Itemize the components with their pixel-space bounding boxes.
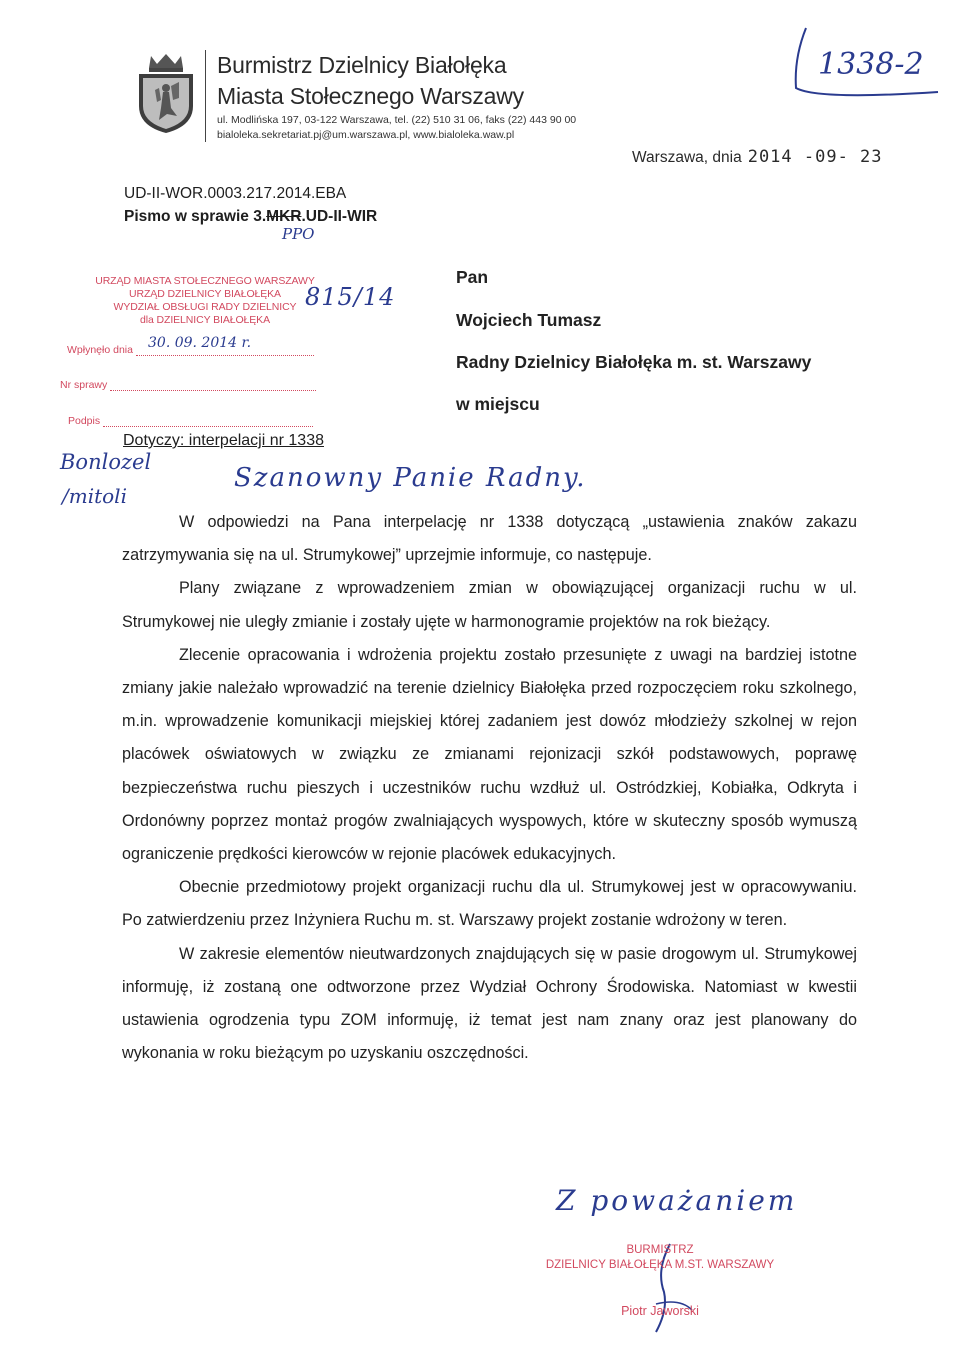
header-divider — [205, 50, 206, 142]
signature-stamp-title: BURMISTRZ — [626, 1244, 694, 1256]
file-number: 1338-2 — [818, 47, 924, 82]
body-paragraph: Zlecenie opracowania i wdrożenia projektu zostało przesunięte z uwagi na bardziej istotne zmiany jakie należało wprowadzić na terenie dzielnicy Białołęka przed rozpoczęciem roku szkolnego, m.in. wprowadzenie komunikacji miejskiej której zadaniem jest dowóz młodzieży szkolnej w rejon placówek oświatowych w związku ze zmianami rejonizacji szkół podstawowych, poprawę bezpieczeństwa ruchu pieszych i uczestników ruchu wzdłuż ul. Ostródzkiej, Kobiałka, Odkryta i Ordonówny poprzez montaż progów zwalniających wyspowych, które w skuteczny sposób wymuszą ograniczenie prędkości kierowców w rejonie placówek edukacyjnych. — [122, 645, 857, 864]
handwritten-greeting: Szanowny Panie Radny. — [234, 463, 587, 493]
signature-stamp-office: DZIELNICY BIAŁOŁĘKA M.ST. WARSZAWY — [545, 1259, 775, 1271]
addressee-location: w miejscu — [456, 394, 540, 414]
addressee-title: Radny Dzielnicy Białołęka m. st. Warszawy — [456, 352, 812, 372]
registry-stamp-line-2: URZĄD DZIELNICY BIAŁOŁĘKA — [129, 288, 281, 300]
body-paragraph: W odpowiedzi na Pana interpelację nr 1338 dotyczącą „ustawienia znaków zakazu zatrzymywania się na ul. Strumykowej” uprzejmie informuje, co następuje. — [122, 513, 857, 565]
signatory-name: Piotr Jaworski — [621, 1304, 699, 1318]
registry-stamp-line-1: URZĄD MIASTA STOŁECZNEGO WARSZAWY — [95, 275, 315, 287]
registry-stamp-line-4: dla DZIELNICY BIAŁOŁĘKA — [140, 314, 270, 326]
body-paragraph: Obecnie przedmiotowy projekt organizacji ruchu dla ul. Strumykowej jest w opracowywaniu. Po zatwierdzeniu przez Inżyniera Ruchu m. st. Warszawy projekt zostanie wdrożony w teren. — [122, 878, 857, 930]
registry-stamp-line-3: WYDZIAŁ OBSŁUGI RADY DZIELNICY — [113, 301, 297, 313]
case-ref-prefix: Pismo w sprawie 3. — [124, 208, 267, 225]
case-dots — [110, 390, 316, 391]
office-contact: bialoleka.sekretariat.pj@um.warszawa.pl, www.bialoleka.waw.pl — [217, 129, 515, 141]
letter-date — [632, 147, 883, 167]
sign-label: Podpis — [68, 415, 101, 427]
case-ref-struck: MKR — [266, 208, 302, 225]
sign-dots — [103, 426, 313, 427]
handwritten-closing: Z poważaniem — [556, 1184, 798, 1217]
received-date-handwritten: 30. 09. 2014 r. — [148, 335, 252, 351]
case-number-field — [60, 379, 316, 391]
handwritten-correction: PPO — [282, 225, 315, 243]
addressee-salutation: Pan — [456, 267, 489, 287]
date-prefix: Warszawa, dnia — [632, 149, 742, 166]
handwritten-note-2: /mitoli — [62, 484, 127, 508]
registry-number-handwritten: 815/14 — [305, 283, 396, 311]
file-number-stamp — [788, 18, 948, 108]
letter-body — [122, 506, 857, 1070]
handwritten-note-1: Bonlozel — [60, 450, 152, 474]
case-label: Nr sprawy — [60, 379, 108, 391]
addressee-name: Wojciech Tumasz — [456, 310, 602, 330]
date-value: 2014 -09- 23 — [747, 147, 883, 167]
body-paragraph: W zakresie elementów nieutwardzonych znajdujących się w pasie drogowym ul. Strumykowej informuję, iż zostaną one odtworzone przez Wydział Ochrony Środowiska. Natomiast w kwestii ustawienia ogrodzenia typu ZOM informuję, iż temat jest nam znany oraz jest planowany do wykonania w roku bieżącym po uzyskaniu oszczędności. — [122, 944, 857, 1063]
reference-number: UD-II-WOR.0003.217.2014.EBA — [124, 185, 347, 202]
office-title-line-1: Burmistrz Dzielnicy Białołęka — [217, 52, 507, 78]
case-ref-suffix: .UD-II-WIR — [301, 208, 378, 225]
received-label: Wpłynęło dnia — [67, 344, 133, 356]
signature-field — [68, 415, 313, 427]
body-paragraph: Plany związane z wprowadzeniem zmian w obowiązującej organizacji ruchu w ul. Strumykowej nie uległy zmianie i zostały ujęte w harmonogramie projektów na rok bieżący. — [122, 579, 857, 631]
received-dots — [136, 355, 314, 356]
office-address: ul. Modlińska 197, 03-122 Warszawa, tel. (22) 510 31 06, faks (22) 443 90 00 — [217, 114, 577, 126]
letter-subject: Dotyczy: interpelacji nr 1338 — [123, 432, 324, 449]
office-title-line-2: Miasta Stołecznego Warszawy — [217, 83, 524, 109]
warsaw-coat-of-arms-icon — [137, 50, 195, 134]
case-reference — [124, 208, 377, 226]
